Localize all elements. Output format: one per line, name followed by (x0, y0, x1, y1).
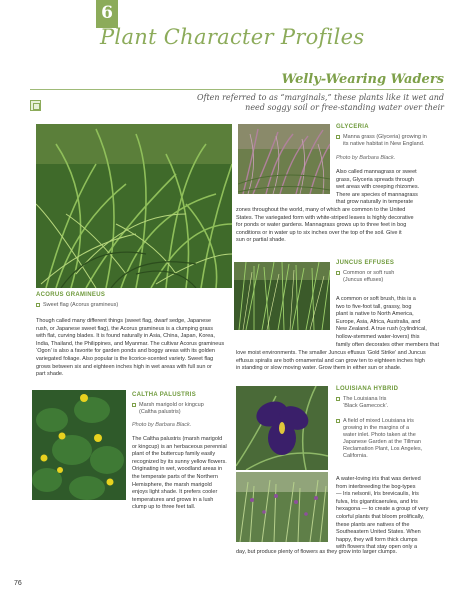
louisiana-caption-2: A field of mixed Louisiana iris growing in the margins of a water inlet. Photo taken at the Japanese Garden at the Tillman Reclamation Plant, Los Angeles, California. (336, 418, 454, 460)
caltha-photo (32, 390, 126, 500)
caltha-caption: Marsh marigold or kingcup (Caltha palustris) (132, 402, 228, 416)
bullet-icon (132, 403, 136, 407)
glyceria-caption: Manna grass (Glyceria) growing in its native habitat in New England. (336, 134, 454, 148)
bullet-icon (336, 397, 340, 401)
louisiana-caption-1: The Louisiana Iris ‘Black Gamecock’. (336, 396, 454, 410)
section-title: Welly-Wearing Waders (281, 72, 444, 87)
glyceria-credit: Photo by Barbara Black. (336, 155, 396, 161)
bullet-icon (336, 271, 340, 275)
ornament-icon (30, 100, 41, 111)
page-number: 76 (14, 580, 22, 587)
chapter-tab (96, 0, 118, 28)
acorus-body: Though called many different things (sweet flag, dwarf sedge, Japanese rush, or Japanese sweet flag), the Acorus gramineus is a clumping grass with flat, curving blades. It is found naturally in Asia, China, Japan, Korea, India, Thailand, the Philippines, and Myanmar. The cultivar Acorus gramineus ‘Ogon’ is also a favorite for garden ponds and boggy areas with its golden variegated foliage. Also popular is the licorice-scented variety. Sweet flag grows between six and eighteen inches high in wet areas with full sun or part shade. (36, 318, 225, 378)
bullet-icon (36, 303, 40, 307)
louisiana-body-right: A water-loving iris that was derived from interbreeding the bog-types — Iris nelsonii, Iris brevicaulis, Iris fulva, Iris giganticaerulea, and Iris hexagona — to create a group of very colorful plants that bloom prolifically, these plants are natives of the Southeastern United States. When happy, they will form thick clumps with flowers that stay open only a (336, 476, 429, 551)
bullet-icon (336, 419, 340, 423)
juncus-photo (234, 262, 330, 330)
glyceria-heading: GLYCERIA (336, 124, 369, 130)
acorus-heading: ACORUS GRAMINEUS (36, 292, 106, 298)
iris-closeup-photo (236, 386, 328, 470)
acorus-caption: Sweet flag (Acorus gramineus) (36, 302, 226, 309)
glyceria-body-wide: zones throughout the world, many of which are common to the United States. The variegated form with white-striped leaves is highly decorative for ponds or water gardens. Mannagrass grows up to three feet in bog conditions or in water up to six inches over the top of the soil. Give it sun or partial shade. (236, 207, 414, 244)
louisiana-body-wide: day, but produce plenty of flowers as they grow into larger clumps. (236, 549, 398, 555)
caltha-body: The Caltha palustris (marsh marigold or kingcup) is an herbaceous perennial plant of the buttercup family easily recognized by its sunny yellow flowers. Originating in wet, woodland areas in the temperate parts of the Northern Hemisphere, the marsh marigold enjoys light shade. It prefers cooler temperatures and grows in a lush clump up to three feet tall. (132, 436, 227, 511)
chapter-title: Plant Character Profiles (100, 25, 365, 49)
juncus-body-right: A common or soft brush, this is a two to five-foot tall, grassy, bog plant is native to North America, Europe, Asia, Africa, Australia, and New Zealand. A true rush (cylindrical, hollow-stemmed water-lovers) this family often decorates other members that (336, 296, 440, 348)
acorus-photo (36, 124, 232, 288)
section-rule (30, 89, 444, 90)
juncus-body-wide: love moist environments. The smaller Juncus effusus ‘Gold Strike’ and Juncus effusus spiralis are both ornamental and can grow ten to eighteen inches high in standing or slow moving water. Grow them in either sun or shade. (236, 350, 426, 372)
chapter-number: 6 (101, 3, 113, 23)
section-subtitle: Often referred to as “marginals,” these plants like it wet and need soggy soil or free-standing water over their (196, 93, 444, 112)
glyceria-body-right: Also called mannagrass or sweet grass, Glyceria spreads through wet areas with creeping rhizomes. There are species of mannagrass that grow naturally in temperate (336, 169, 420, 206)
caltha-heading: CALTHA PALUSTRIS (132, 392, 197, 398)
glyceria-photo (238, 124, 330, 194)
iris-field-photo (236, 472, 328, 542)
bullet-icon (336, 135, 340, 139)
juncus-heading: JUNCUS EFFUSES (336, 260, 395, 266)
juncus-caption: Common or soft rush (Juncus effuses) (336, 270, 454, 284)
caltha-credit: Photo by Barbara Black. (132, 422, 192, 428)
louisiana-heading: LOUISIANA HYBRID (336, 386, 399, 392)
